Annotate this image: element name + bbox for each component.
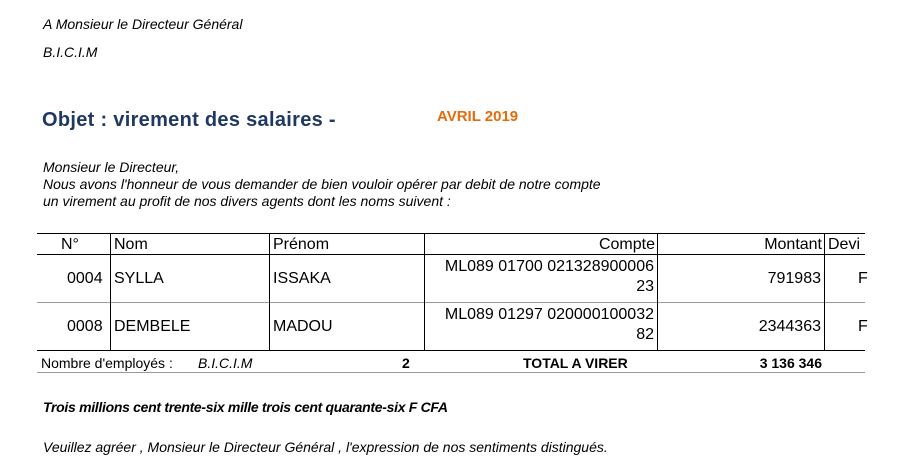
- subject-title: Objet : virement des salaires -: [42, 109, 336, 131]
- recipient-line-2: B.I.C.I.M: [43, 44, 98, 60]
- intro-salutation: Monsieur le Directeur,: [43, 159, 180, 175]
- footer-bank: B.I.C.I.M: [198, 355, 253, 371]
- header-prenom: Prénom: [273, 236, 330, 253]
- col-divider-5: [824, 233, 825, 350]
- table-top-border: [37, 233, 865, 234]
- header-devise: Devi: [828, 236, 861, 253]
- table-row-devise: F: [858, 318, 868, 335]
- intro-line-2: un virement au profit de nos divers agents dont les noms suivent :: [43, 193, 451, 209]
- subject-month: AVRIL 2019: [437, 108, 519, 125]
- closing-line: Veuillez agréer , Monsieur le Directeur Général , l'expression de nos sentiments distingués.: [43, 439, 608, 455]
- footer-bottom-border: [37, 372, 865, 373]
- table-row-prenom: MADOU: [273, 318, 333, 335]
- intro-line-1: Nous avons l'honneur de vous demander de bien vouloir opérer par debit de notre compte: [43, 176, 601, 192]
- table-row-devise: F: [858, 270, 868, 287]
- col-divider-4: [657, 233, 658, 350]
- header-bottom-border: [37, 254, 865, 255]
- rows-bottom-border: [37, 350, 865, 351]
- salary-transfer-table: [37, 232, 868, 374]
- amount-in-words: Trois millions cent trente-six mille trois cent quarante-six F CFA: [43, 399, 448, 415]
- footer-total-amount: 3 136 346: [759, 355, 822, 371]
- footer-employee-count-label: Nombre d'employés :: [41, 355, 173, 371]
- table-row-prenom: ISSAKA: [273, 270, 331, 287]
- table-row-compte-line2: 82: [636, 326, 654, 343]
- table-row-nom: SYLLA: [114, 270, 164, 287]
- footer-employee-count: 2: [402, 355, 410, 371]
- row-divider: [37, 302, 865, 303]
- table-row-montant: 791983: [767, 270, 821, 287]
- table-row-montant: 2344363: [758, 318, 821, 335]
- col-divider-1: [110, 233, 111, 350]
- header-num: N°: [61, 236, 79, 253]
- header-montant: Montant: [764, 236, 822, 253]
- table-row-num: 0004: [67, 270, 103, 287]
- header-compte: Compte: [598, 236, 655, 253]
- header-nom: Nom: [114, 236, 148, 253]
- footer-total-label: TOTAL A VIRER: [523, 355, 628, 371]
- table-row-compte-line2: 23: [636, 278, 654, 295]
- table-row-nom: DEMBELE: [114, 318, 191, 335]
- recipient-line-1: A Monsieur le Directeur Général: [43, 16, 243, 32]
- table-row-compte-line1: ML089 01297 020000100032: [444, 306, 654, 323]
- col-divider-3: [424, 233, 425, 350]
- col-divider-2: [269, 233, 270, 350]
- table-row-num: 0008: [67, 318, 103, 335]
- table-row-compte-line1: ML089 01700 021328900006: [444, 258, 654, 275]
